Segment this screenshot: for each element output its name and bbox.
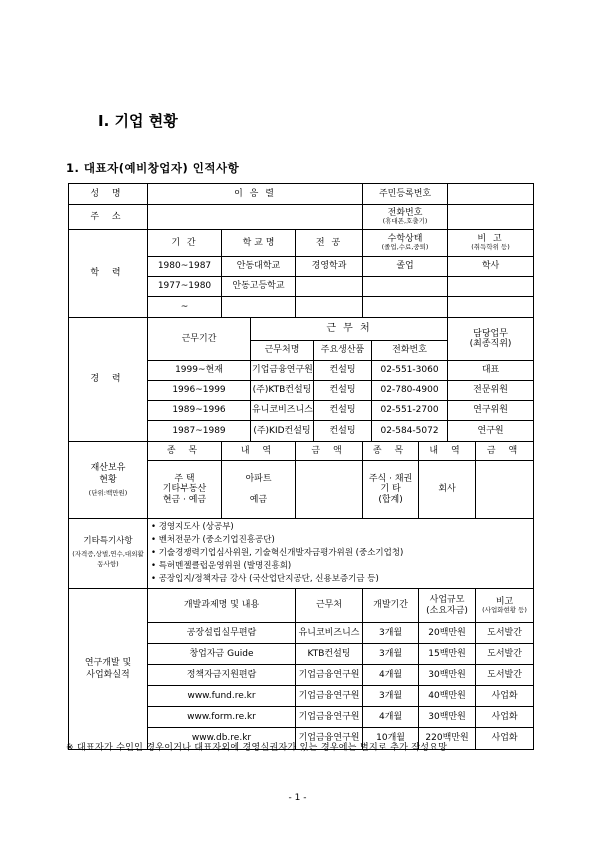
asset-item-cash: 현금 · 예금 <box>162 494 207 505</box>
rnd-remark[interactable]: 사업화 <box>476 686 534 707</box>
career-header-workplace: 근 무 처 <box>251 318 448 341</box>
name-row <box>69 184 534 205</box>
edu-header-school: 학 교 명 <box>222 230 296 257</box>
name-label: 성 명 <box>69 184 148 205</box>
rnd-period[interactable]: 3개월 <box>363 686 419 707</box>
rnd-remark[interactable]: 사업화 <box>476 728 534 750</box>
rnd-scale[interactable]: 20백만원 <box>419 623 476 644</box>
resident-number-value[interactable] <box>448 184 534 205</box>
rnd-remark[interactable]: 도서발간 <box>476 665 534 686</box>
assets-stock-detail[interactable]: 회사 <box>419 461 476 519</box>
assets-header-row <box>69 442 534 461</box>
asset-detail-apartment: 아파트 <box>245 474 272 485</box>
assets-amount-cell[interactable] <box>296 461 363 519</box>
edu-period[interactable]: 1977~1980 <box>148 277 222 297</box>
edu-header-major: 전 공 <box>296 230 363 257</box>
phone-label-cell <box>363 205 448 230</box>
asset-item-realestate: 기타부동산 <box>162 484 207 495</box>
rnd-header-period: 개발기간 <box>363 589 419 623</box>
assets-header-amount2: 금 액 <box>476 442 534 461</box>
career-company[interactable]: 유니코비즈니스 <box>251 401 314 421</box>
rnd-scale[interactable]: 15백만원 <box>419 644 476 665</box>
career-header-phone: 전화번호 <box>372 341 448 361</box>
assets-header-detail: 내 역 <box>222 442 296 461</box>
edu-major[interactable] <box>296 297 363 318</box>
special-label: 기타특기사항 <box>83 536 133 547</box>
asset-item-stock: 주식 · 채권 <box>368 473 413 484</box>
page-number: - 1 - <box>288 793 307 803</box>
asset-item-total: (합계) <box>378 494 403 505</box>
career-company[interactable]: (주)KID컨설팅 <box>251 421 314 442</box>
assets-unit-note: (단위:백만원) <box>88 488 128 497</box>
assets-detail-cell[interactable] <box>222 461 296 519</box>
address-row <box>69 205 534 230</box>
special-note: (자격증,상벌,연수,대외활동사항) <box>72 550 144 568</box>
rnd-header-row <box>69 589 534 623</box>
rnd-org[interactable]: 유니코비즈니스 <box>296 623 363 644</box>
address-label: 주 소 <box>69 205 148 230</box>
asset-item-house: 주 택 <box>174 473 195 484</box>
rnd-scale[interactable]: 40백만원 <box>419 686 476 707</box>
edu-status[interactable] <box>363 297 448 318</box>
edu-header-remark-cell <box>448 230 534 257</box>
edu-status[interactable] <box>363 277 448 297</box>
career-product[interactable]: 컨설팅 <box>314 421 372 442</box>
career-header-duty: 담당업무 <box>473 328 508 339</box>
career-product[interactable]: 컨설팅 <box>314 401 372 421</box>
assets-stock-cell <box>363 461 419 519</box>
rnd-label-line2: 사업화실적 <box>86 670 130 680</box>
edu-major[interactable]: 경영학과 <box>296 257 363 277</box>
edu-header-status: 수학상태 <box>387 234 423 245</box>
special-label-cell <box>69 519 148 589</box>
education-label: 학 력 <box>69 230 148 318</box>
assets-label2: 현황 <box>99 475 117 486</box>
rnd-remark-note: (사업화현황 등) <box>482 605 527 614</box>
asset-detail-empty <box>223 485 294 495</box>
rnd-period[interactable]: 4개월 <box>363 665 419 686</box>
rnd-header-org: 근무처 <box>296 589 363 623</box>
edu-major[interactable] <box>296 277 363 297</box>
section-title: Ⅰ. 기업 현황 <box>98 112 178 130</box>
career-duty[interactable]: 연구원 <box>448 421 534 442</box>
rnd-scale[interactable]: 30백만원 <box>419 665 476 686</box>
career-phone[interactable]: 02-551-3060 <box>372 361 448 381</box>
career-product[interactable]: 컨설팅 <box>314 381 372 401</box>
edu-remark[interactable] <box>448 277 534 297</box>
representative-info-table <box>68 183 534 750</box>
rnd-header-remark: 비고 <box>495 596 514 607</box>
rnd-remark[interactable]: 도서발간 <box>476 644 534 665</box>
career-phone[interactable]: 02-780-4900 <box>372 381 448 401</box>
career-phone[interactable]: 02-584-5072 <box>372 421 448 442</box>
rnd-period[interactable]: 4개월 <box>363 707 419 728</box>
career-period[interactable]: 1999~현재 <box>148 361 251 381</box>
career-duty[interactable]: 대표 <box>448 361 534 381</box>
career-period[interactable]: 1989~1996 <box>148 401 251 421</box>
rnd-remark[interactable]: 도서발간 <box>476 623 534 644</box>
rnd-header-scale-cell <box>419 589 476 623</box>
address-value[interactable] <box>148 205 363 230</box>
career-company[interactable]: 기업금융연구원 <box>251 361 314 381</box>
phone-label: 전화번호 <box>387 208 423 219</box>
rnd-org[interactable]: 기업금융연구원 <box>296 728 363 750</box>
career-period[interactable]: 1996~1999 <box>148 381 251 401</box>
edu-period[interactable]: ~ <box>148 297 222 318</box>
edu-header-status-cell <box>363 230 448 257</box>
rnd-title[interactable]: www.form.re.kr <box>148 707 296 728</box>
rnd-scale-note: (소요자금) <box>426 605 468 616</box>
career-label: 경 력 <box>69 318 148 442</box>
rnd-org[interactable]: 기업금융연구원 <box>296 707 363 728</box>
edu-school[interactable] <box>222 297 296 318</box>
career-phone[interactable]: 02-551-2700 <box>372 401 448 421</box>
asset-item-other: 기 타 <box>380 484 401 495</box>
special-item: • 공장입지/정책자금 강사 (국산업단지공단, 신용보증기금 등) <box>151 574 379 584</box>
rnd-org[interactable]: 기업금융연구원 <box>296 665 363 686</box>
special-items <box>148 519 534 589</box>
footnote: ※ 대표자가 수인인 경우이거나 대표자외에 경영실권자가 있는 경우에는 별지로 추가 작성요망 <box>66 743 448 753</box>
career-period[interactable]: 1987~1989 <box>148 421 251 442</box>
assets-header-item: 종 목 <box>148 442 222 461</box>
career-duty[interactable]: 전문위원 <box>448 381 534 401</box>
assets-label-cell <box>69 442 148 519</box>
assets-items-cell <box>148 461 222 519</box>
rnd-title[interactable]: 공장설립실무편람 <box>148 623 296 644</box>
rnd-header-remark-cell <box>476 589 534 623</box>
assets-header-item2: 종 목 <box>363 442 419 461</box>
rnd-period[interactable]: 3개월 <box>363 623 419 644</box>
asset-detail-deposit: 예금 <box>249 494 268 505</box>
edu-status-note: (졸업,수료,중퇴) <box>381 243 429 252</box>
special-item: • 벤처전문가 (중소기업진흥공단) <box>151 535 275 545</box>
edu-period[interactable]: 1980~1987 <box>148 257 222 277</box>
rnd-title[interactable]: 창업자금 Guide <box>148 644 296 665</box>
career-header-company: 근무처명 <box>251 341 314 361</box>
name-value[interactable]: 이 응 렬 <box>148 184 363 205</box>
career-duty[interactable]: 연구위원 <box>448 401 534 421</box>
assets-header-detail2: 내 역 <box>419 442 476 461</box>
special-item: • 특허멘젤클럽운영위원 (발명진흥회) <box>151 561 292 571</box>
rnd-label-line1: 연구개발 및 <box>84 657 132 668</box>
resident-number-label: 주민등록번호 <box>363 184 448 205</box>
rnd-org[interactable]: KTB컨설팅 <box>296 644 363 665</box>
edu-remark-note: (취득학위 등) <box>471 243 510 252</box>
career-header-row <box>69 318 534 341</box>
rnd-title[interactable]: www.fund.re.kr <box>148 686 296 707</box>
edu-school[interactable]: 안동대학교 <box>222 257 296 277</box>
rnd-period[interactable]: 3개월 <box>363 644 419 665</box>
rnd-period[interactable]: 10개월 <box>363 728 419 750</box>
career-header-product: 주요생산품 <box>314 341 372 361</box>
rnd-remark[interactable]: 사업화 <box>476 707 534 728</box>
phone-value[interactable] <box>448 205 534 230</box>
edu-school[interactable]: 안동고등학교 <box>222 277 296 297</box>
career-company[interactable]: (주)KTB컨설팅 <box>251 381 314 401</box>
rnd-header-scale: 사업규모 <box>429 595 465 606</box>
career-header-period: 근무기간 <box>148 318 251 361</box>
special-row <box>69 519 534 589</box>
assets-stock-amount[interactable] <box>476 461 534 519</box>
career-product[interactable]: 컨설팅 <box>314 361 372 381</box>
rnd-header-title: 개발과제명 및 내용 <box>148 589 296 623</box>
assets-header-amount: 금 액 <box>296 442 363 461</box>
assets-label: 재산보유 <box>90 462 126 473</box>
special-item: • 경영지도사 (상공부) <box>151 522 234 532</box>
edu-header-remark: 비 고 <box>477 234 504 245</box>
rnd-scale[interactable]: 30백만원 <box>419 707 476 728</box>
rnd-org[interactable]: 기업금융연구원 <box>296 686 363 707</box>
career-duty-note: (최종직위) <box>469 339 512 349</box>
edu-header-period: 기 간 <box>148 230 222 257</box>
rnd-scale[interactable]: 220백만원 <box>419 728 476 750</box>
rnd-title[interactable]: 정책자금지원편람 <box>148 665 296 686</box>
edu-remark[interactable] <box>448 297 534 318</box>
rnd-label-cell <box>69 589 148 750</box>
career-header-duty-cell <box>448 318 534 361</box>
education-header-row <box>69 230 534 257</box>
subsection-title: 1. 대표자(예비창업자) 인적사항 <box>66 161 240 175</box>
phone-note: (휴대폰,호출기) <box>382 217 428 226</box>
edu-remark[interactable]: 학사 <box>448 257 534 277</box>
special-item: • 기술경쟁력기업심사위원, 기술혁신개발자금평가위원 (중소기업청) <box>151 548 404 558</box>
edu-status[interactable]: 졸업 <box>363 257 448 277</box>
rnd-title[interactable]: www.db.re.kr <box>148 728 296 750</box>
